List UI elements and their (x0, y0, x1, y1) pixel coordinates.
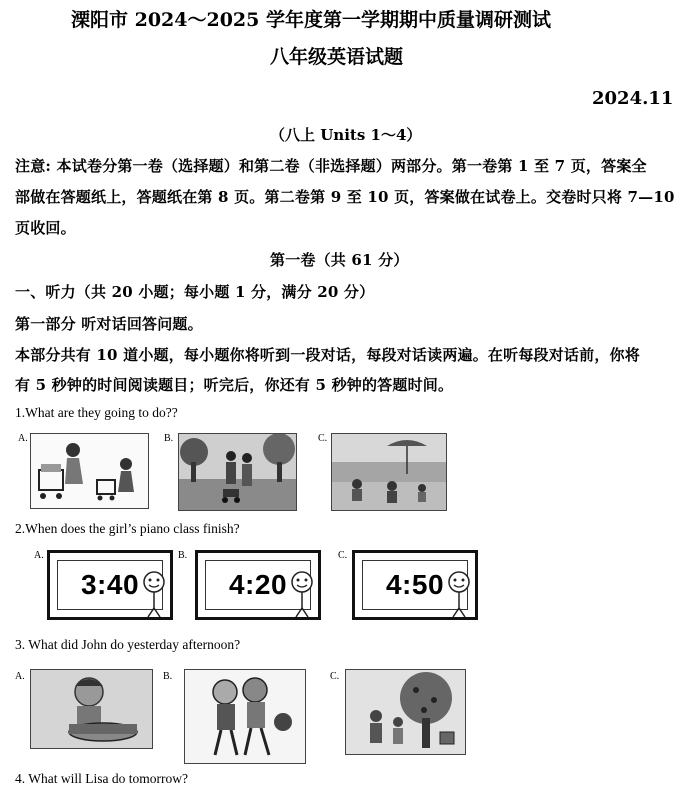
q2-option-c-time: 4:50 (362, 560, 468, 610)
notice-line-3: 页收回。 (15, 219, 76, 237)
basketball-drawing (185, 670, 305, 763)
notice-line-2: 部做在答题纸上，答题纸在第 8 页。第二卷第 9 至 10 页，答案做在试卷上。交卷时只将 7—10 (15, 188, 675, 206)
q2-option-b-time: 4:20 (205, 560, 311, 610)
cartoon-face-icon (445, 570, 473, 618)
q1-option-b-letter: B. (164, 433, 174, 444)
exam-date: 2024.11 (592, 88, 674, 109)
washing-clothes-drawing (31, 670, 152, 748)
notice-line-1: 注意: 本试卷分第一卷（选择题）和第二卷（非选择题）两部分。第一卷第 1 至 7 页，答案全 (15, 157, 647, 175)
exam-subtitle: 八年级英语试题 (270, 46, 404, 68)
instructions-line-1: 本部分共有 10 道小题，每小题你将听到一段对话，每段对话读两遍。在听每段对话前，你将 (15, 346, 640, 364)
picking-apples-picture (345, 669, 466, 755)
question-4: 4. What will Lisa do tomorrow? (15, 771, 188, 786)
q2-option-a-letter: A. (34, 550, 44, 561)
washing-clothes-picture (30, 669, 153, 749)
q1-option-c-letter: C. (318, 433, 328, 444)
beach-picture (331, 433, 447, 511)
cartoon-face-icon (288, 570, 316, 618)
q2-option-a-time: 3:40 (57, 560, 163, 610)
volume-heading: 第一卷（共 61 分） (270, 251, 409, 269)
shopping-cart-family-picture (30, 433, 149, 509)
beach-drawing (332, 434, 446, 510)
picking-apples-drawing (346, 670, 465, 754)
q3-option-c-letter: C. (330, 671, 340, 682)
park-walk-picture (178, 433, 297, 511)
question-2: 2.When does the girl’s piano class finish? (15, 521, 240, 536)
question-1: 1.What are they going to do?? (15, 405, 178, 420)
exam-scope: （八上 Units 1～4） (270, 126, 422, 144)
question-3: 3. What did John do yesterday afternoon? (15, 637, 241, 652)
cartoon-face-icon (140, 570, 168, 618)
exam-title: 溧阳市 2024～2025 学年度第一学期期中质量调研测试 (71, 9, 551, 31)
instructions-line-2: 有 5 秒钟的时间阅读题目；听完后，你还有 5 秒钟的答题时间。 (15, 376, 454, 394)
part-heading: 第一部分 听对话回答问题。 (15, 315, 203, 333)
q2-option-c-letter: C. (338, 550, 348, 561)
q2-option-b-letter: B. (178, 550, 188, 561)
q3-option-a-letter: A. (15, 671, 25, 682)
section-heading: 一、听力（共 20 小题；每小题 1 分，满分 20 分） (15, 283, 375, 301)
shopping-cart-family-drawing (31, 434, 148, 508)
basketball-picture (184, 669, 306, 764)
q1-option-a-letter: A. (18, 433, 28, 444)
q3-option-b-letter: B. (163, 671, 173, 682)
park-walk-drawing (179, 434, 296, 510)
